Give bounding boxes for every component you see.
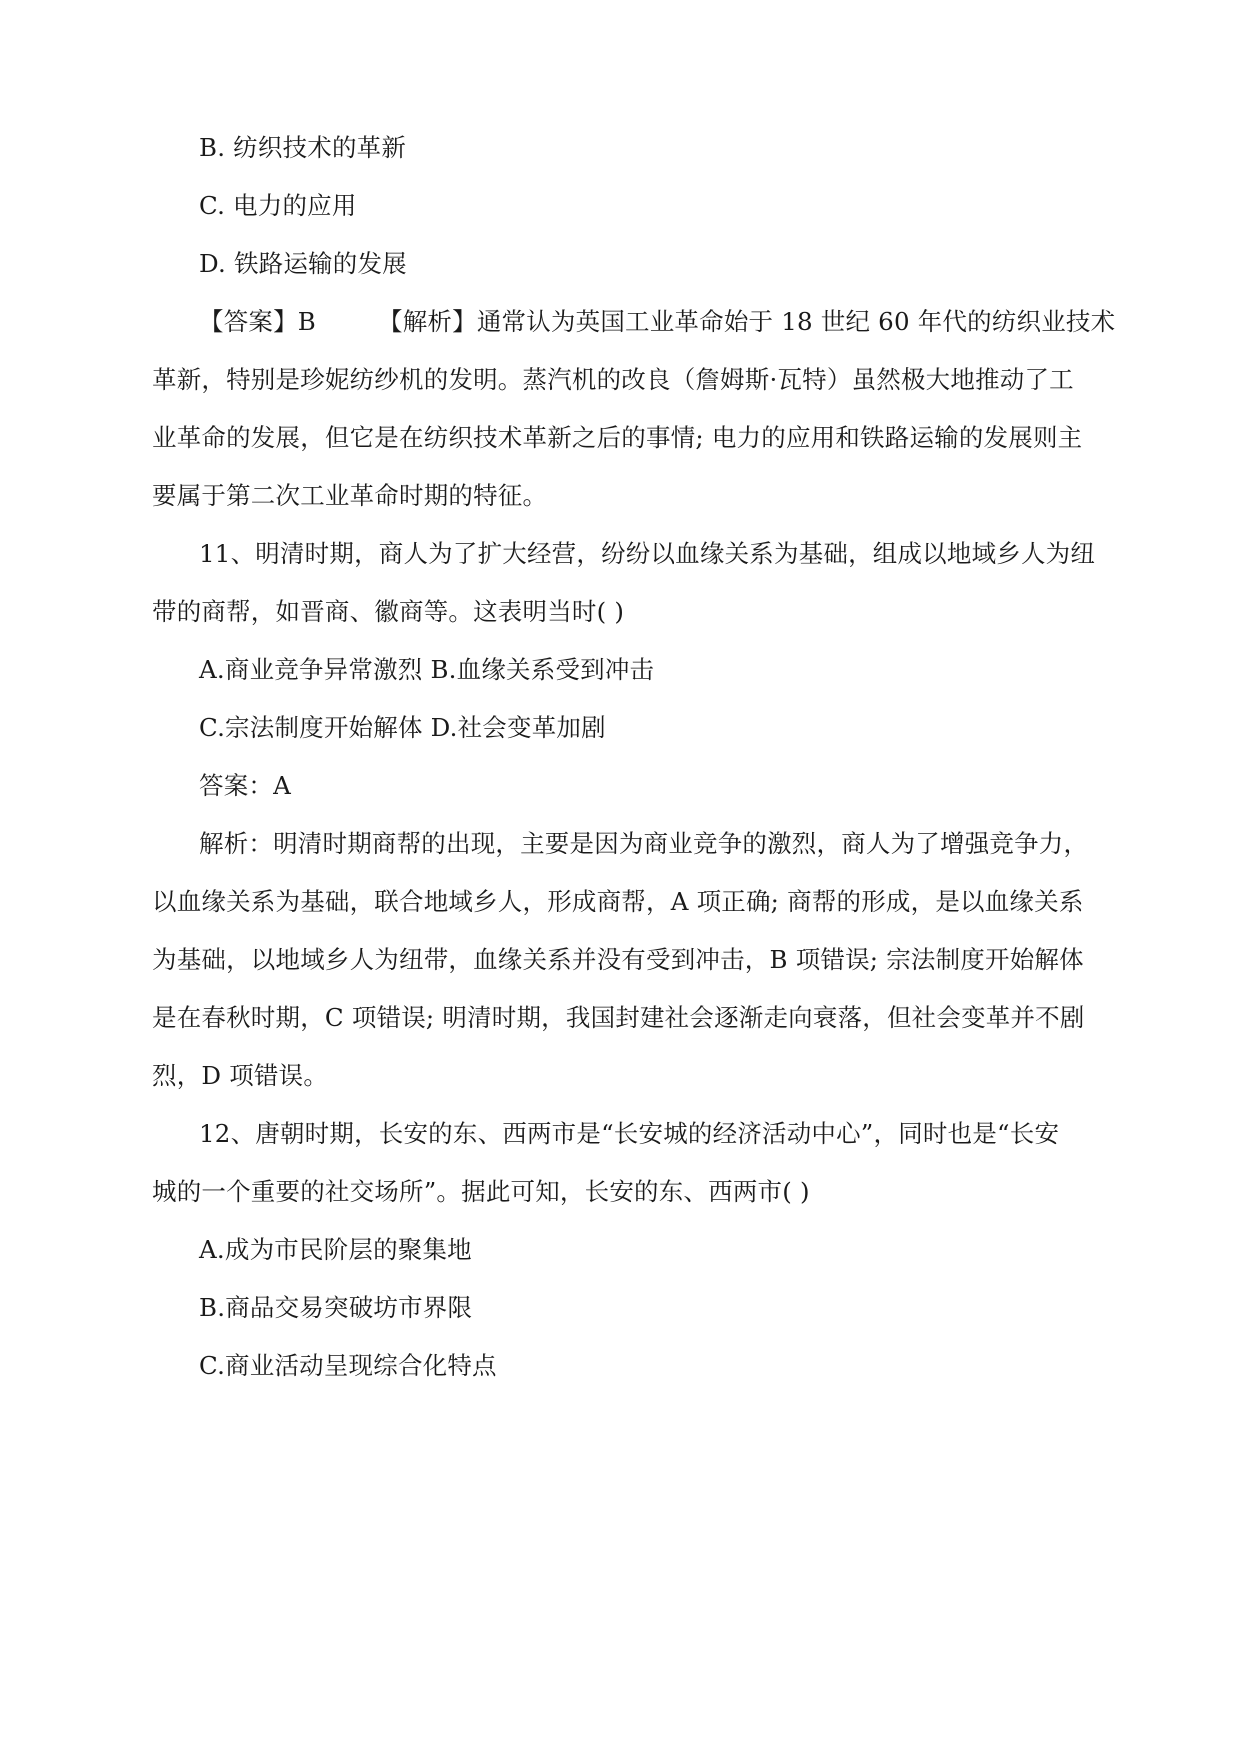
q10-answer-line <box>199 305 1115 339</box>
q10-analysis-line3: 业革命的发展，但它是在纺织技术革新之后的事情; 电力的应用和铁路运输的发展则主 <box>152 423 1083 452</box>
q10-answer-label: 【答案】B <box>199 307 317 336</box>
q12-option-c: C.商业活动呈现综合化特点 <box>199 1351 497 1380</box>
q11-analysis-line2: 以血缘关系为基础，联合地域乡人，形成商帮，A 项正确; 商帮的形成，是以血缘关系 <box>152 887 1084 916</box>
q10-option-d: D. 铁路运输的发展 <box>199 249 407 278</box>
q11-options-line2: C.宗法制度开始解体 D.社会变革加剧 <box>199 713 606 742</box>
q11-stem-line1: 11、明清时期，商人为了扩大经营，纷纷以血缘关系为基础，组成以地域乡人为纽 <box>199 539 1096 568</box>
q11-options-line1: A.商业竞争异常激烈 B.血缘关系受到冲击 <box>199 655 655 684</box>
q10-analysis-line2: 革新，特别是珍妮纺纱机的发明。蒸汽机的改良（詹姆斯·瓦特）虽然极大地推动了工 <box>152 365 1074 394</box>
q12-option-a: A.成为市民阶层的聚集地 <box>199 1235 472 1264</box>
q10-option-b: B. 纺织技术的革新 <box>199 133 407 162</box>
q11-analysis-line5: 烈，D 项错误。 <box>152 1061 329 1090</box>
q11-answer: 答案：A <box>199 771 291 800</box>
q10-option-c: C. 电力的应用 <box>199 191 357 220</box>
q11-stem-line2: 带的商帮，如晋商、徽商等。这表明当时( ) <box>152 597 625 626</box>
q10-analysis-line1: 【解析】通常认为英国工业革命始于 18 世纪 60 年代的纺织业技术 <box>378 307 1116 336</box>
q10-analysis-line4: 要属于第二次工业革命时期的特征。 <box>152 481 548 510</box>
q11-analysis-line1: 解析：明清时期商帮的出现，主要是因为商业竞争的激烈，商人为了增强竞争力， <box>199 829 1089 858</box>
q12-option-b: B.商品交易突破坊市界限 <box>199 1293 473 1322</box>
q12-stem-line2: 城的一个重要的社交场所”。据此可知，长安的东、西两市( ) <box>152 1177 810 1206</box>
q12-stem-line1: 12、唐朝时期，长安的东、西两市是“长安城的经济活动中心”，同时也是“长安 <box>199 1119 1060 1148</box>
q11-analysis-line3: 为基础，以地域乡人为纽带，血缘关系并没有受到冲击，B 项错误; 宗法制度开始解体 <box>152 945 1084 974</box>
q11-analysis-line4: 是在春秋时期，C 项错误; 明清时期，我国封建社会逐渐走向衰落，但社会变革并不剧 <box>152 1003 1085 1032</box>
